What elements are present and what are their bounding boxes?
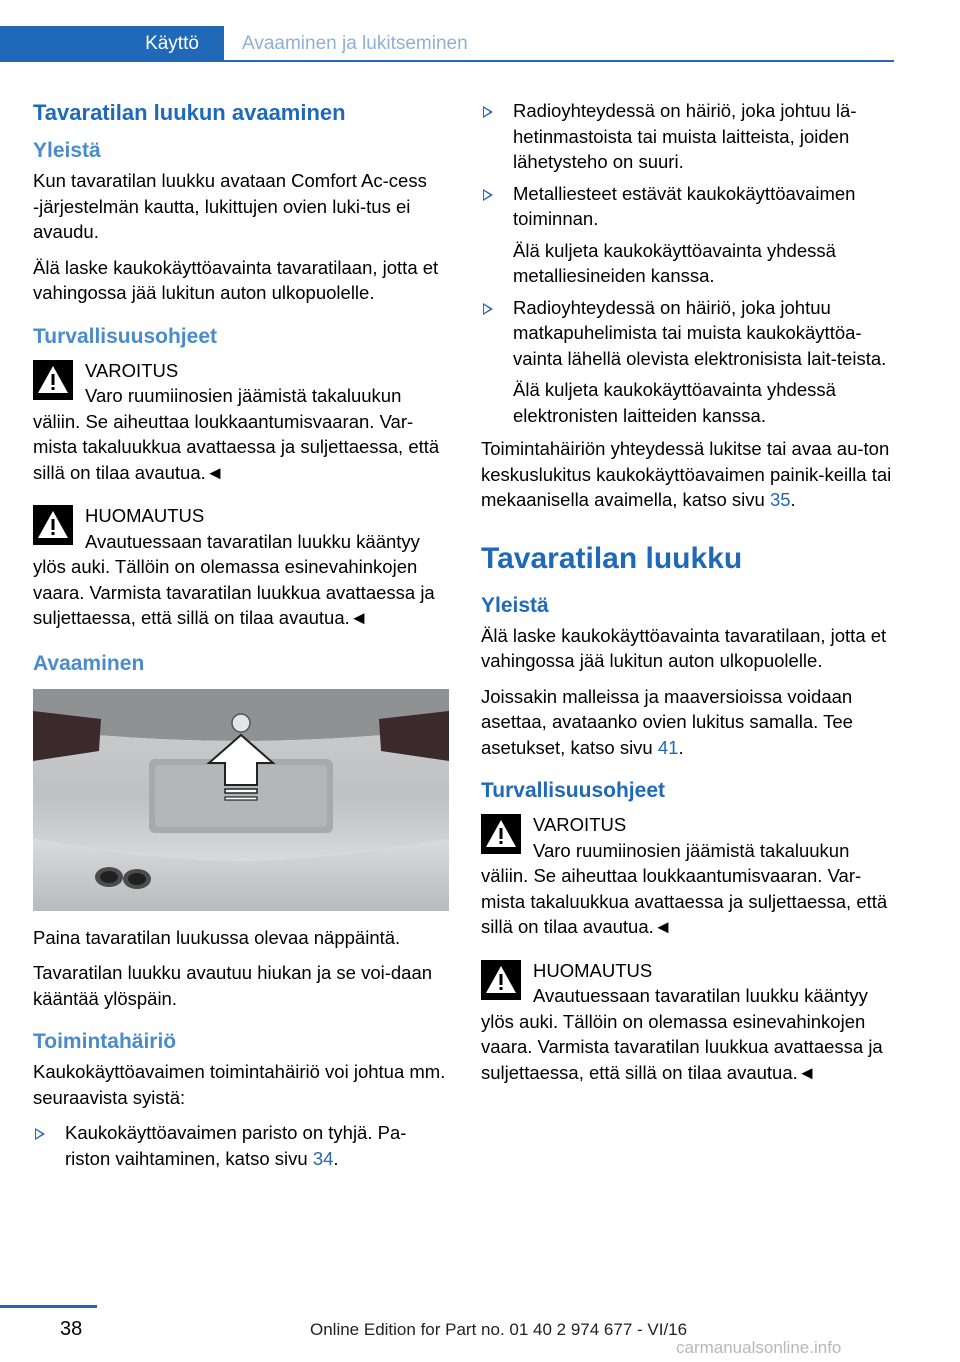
paragraph: Tavaratilan luukku avautuu hiukan ja se voi‐daan kääntää ylöspäin.: [33, 962, 433, 1009]
header-tab-kaytto[interactable]: Käyttö: [120, 26, 224, 62]
triangle-bullet-icon: [483, 189, 493, 201]
trunk-button-illustration: [33, 689, 449, 911]
notice-box: [481, 958, 897, 1086]
header-accent-bar: [0, 26, 120, 62]
header-tab-avaaminen[interactable]: Avaaminen ja lukitseminen: [242, 33, 468, 54]
list-item: Kaukokäyttöavaimen paristo on tyhjä. Pa‐riston vaihtaminen, katso sivu 34.: [33, 1120, 449, 1171]
chapter-title: Tavaratilan luukku: [481, 541, 743, 575]
list-item: Radioyhteydessä on häiriö, joka johtuu lä‐hetinmastoista tai muista laitteista, joiden lähetysteho on suuri.: [481, 98, 897, 175]
paragraph: Älä laske kaukokäyttöavainta tavaratilaan, jotta et vahingossa jää lukitun auton ulkopuolelle.: [33, 256, 439, 303]
triangle-bullet-icon: [483, 303, 493, 315]
list-item: Radioyhteydessä on häiriö, joka johtuu matkapuhelimista tai muista kaukokäyttöa‐vainta lähellä olevista elektronisista lait‐teista. Älä kuljeta kaukokäyttöavainta yhdessä elektronisten laitteiden kanssa.: [481, 295, 897, 429]
paragraph: Kun tavaratilan luukku avataan Comfort Ac‐cess ‑järjestelmän kautta, lukittujen ovien luki‐tus ei avaudu.: [33, 170, 427, 242]
warning-triangle-icon: [481, 814, 521, 854]
page-link-34[interactable]: 34: [312, 1147, 334, 1169]
subheading-toimintahairio: Toimintahäiriö: [33, 1030, 177, 1053]
warning-label: VAROITUS: [533, 814, 627, 835]
triangle-bullet-icon: [35, 1128, 45, 1140]
warning-text: Varo ruumiinosien jäämistä takaluukun väliin. Se aiheuttaa loukkaantumisvaaran. Var‐mista takaluukkua avattaessa ja suljettaessa, että sillä on tilaa avautua.◄: [33, 385, 440, 483]
subheading-yleista: Yleistä: [481, 593, 549, 617]
page-number: 38: [60, 1318, 83, 1340]
warning-box: [33, 358, 449, 486]
notice-text: Avautuessaan tavaratilan luukku kääntyy ylös auki. Tällöin on olemassa esinevahinkojen vaara. Varmista tavaratilan luukkua avattaessa ja suljettaessa, että sillä on tilaa avautua.◄: [33, 530, 435, 628]
footer-rule: [0, 1305, 97, 1308]
warning-triangle-icon: [33, 360, 73, 400]
header-rule: [224, 60, 894, 62]
subheading-yleista: Yleistä: [33, 139, 101, 162]
paragraph: Kaukokäyttöavaimen toimintahäiriö voi johtua mm. seuraavista syistä:: [33, 1061, 446, 1108]
right-column: [481, 98, 897, 1103]
fault-list: [33, 1120, 449, 1171]
watermark-text: carmanualsonline.info: [676, 1338, 842, 1357]
notice-text: Avautuessaan tavaratilan luukku kääntyy ylös auki. Tällöin on olemassa esinevahinkojen vaara. Varmista tavaratilan luukkua avattaessa ja suljettaessa, että sillä on tilaa avautua.◄: [481, 985, 883, 1083]
notice-box: [33, 503, 449, 631]
warning-box: [481, 812, 897, 940]
subheading-avaaminen: Avaaminen: [33, 651, 145, 675]
edition-text: Online Edition for Part no. 01 40 2 974 677 - VI/16: [310, 1320, 688, 1339]
warning-triangle-icon: [481, 960, 521, 1000]
fault-list-continued: [481, 98, 897, 428]
warning-text: Varo ruumiinosien jäämistä takaluukun väliin. Se aiheuttaa loukkaantumisvaaran. Var‐mista takaluukkua avattaessa ja suljettaessa, että sillä on tilaa avautua.◄: [481, 839, 888, 937]
subheading-turvallisuusohjeet: Turvallisuusohjeet: [481, 779, 665, 802]
notice-label: HUOMAUTUS: [533, 959, 653, 981]
paragraph: Joissakin malleissa ja maaversioissa voidaan asettaa, avataanko ovien lukitus samalla. Tee asetukset, katso sivu 41.: [481, 685, 853, 758]
section-title: Tavaratilan luukun avaaminen: [33, 100, 346, 125]
subheading-turvallisuusohjeet: Turvallisuusohjeet: [33, 324, 217, 348]
page-link-41[interactable]: 41: [657, 736, 679, 758]
left-column: [33, 98, 449, 1179]
warning-triangle-icon: [33, 505, 73, 545]
warning-label: VAROITUS: [85, 359, 179, 381]
paragraph: Paina tavaratilan luukussa olevaa näppäintä.: [33, 926, 401, 948]
paragraph: Toimintahäiriön yhteydessä lukitse tai avaa au‐ton keskuslukitus kaukokäyttöavaimen painik‐keilla tai mekaanisella avaimella, katso sivu 35.: [481, 438, 892, 510]
notice-label: HUOMAUTUS: [85, 505, 205, 526]
paragraph: Älä laske kaukokäyttöavainta tavaratilaan, jotta et vahingossa jää lukitun auton ulkopuolelle.: [481, 624, 887, 671]
triangle-bullet-icon: [483, 106, 493, 118]
page-link-35[interactable]: 35: [769, 489, 791, 510]
list-item: Metalliesteet estävät kaukokäyttöavaimen toiminnan. Älä kuljeta kaukokäyttöavainta yhdessä metalliesineiden kanssa.: [481, 181, 897, 289]
